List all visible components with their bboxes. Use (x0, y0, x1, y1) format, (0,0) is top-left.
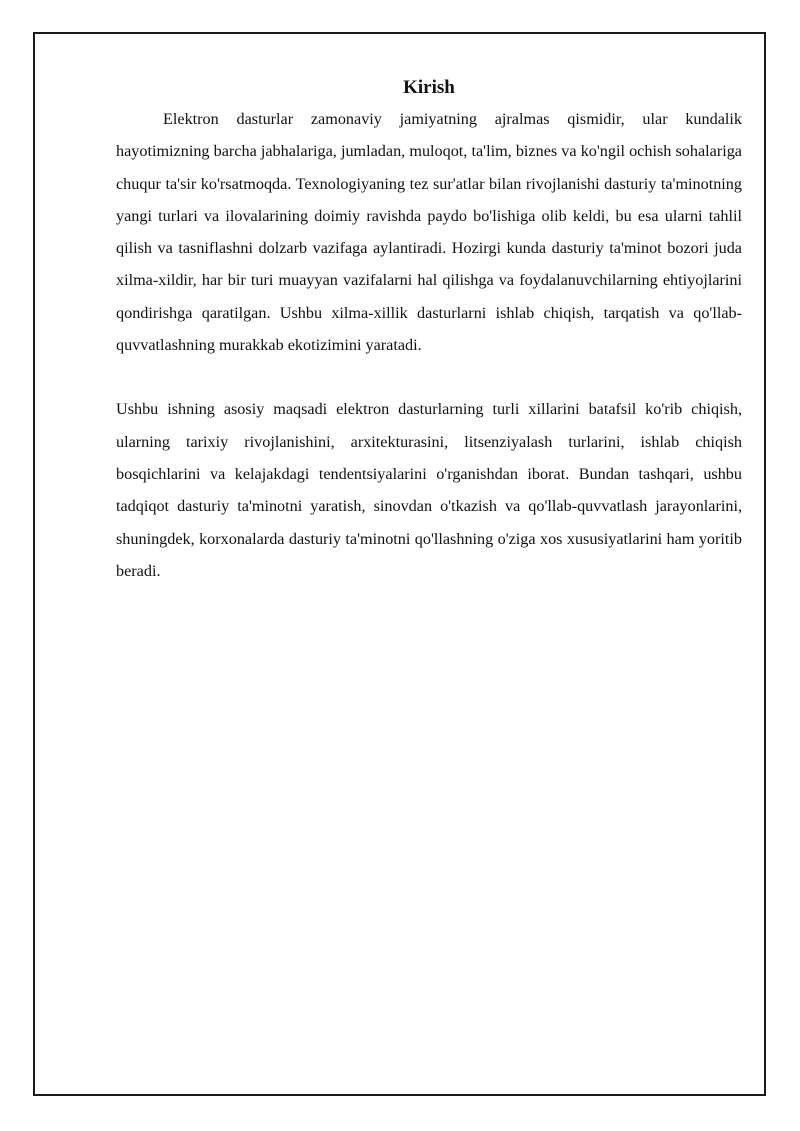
page-title: Kirish (403, 77, 455, 98)
purpose-paragraph: Ushbu ishning asosiy maqsadi elektron dasturlarning turli xillarini batafsil ko'rib chiqish, ularning tarixiy rivojlanishini, arxitekturasini, litsenziyalash turlarini, ishlab chiqish bosqichlarini va kelajakdagi tendentsiyalarini o'rganishdan iborat. Bundan tashqari, ushbu tadqiqot dasturiy ta'minotni yaratish, sinovdan o'tkazish va qo'llab-quvvatlash jarayonlarini, shuningdek, korxonalarda dasturiy ta'minotni qo'llashning o'ziga xos xususiyatlarini ham yoritib beradi. (116, 400, 742, 580)
document-body (116, 74, 742, 587)
intro-paragraph: Elektron dasturlar zamonaviy jamiyatning ajralmas qismidir, ular kundalik hayotimizning barcha jabhalariga, jumladan, muloqot, ta'lim, biznes va ko'ngil ochish sohalariga chuqur ta'sir ko'rsatmoqda. Texnologiyaning tez sur'atlar bilan rivojlanishi dasturiy ta'minotning yangi turlari va ilovalarining doimiy ravishda paydo bo'lishiga olib keldi, bu esa ularni tahlil qilish va tasniflashni dolzarb vazifaga aylantiradi. Hozirgi kunda dasturiy ta'minot bozori juda xilma-xildir, har bir turi muayyan vazifalarni hal qilishga va foydalanuvchilarning ehtiyojlarini qondirishga qaratilgan. Ushbu xilma-xillik dasturlarni ishlab chiqish, tarqatish va qo'llab-quvvatlashning murakkab ekotizimini yaratadi. (116, 110, 742, 355)
